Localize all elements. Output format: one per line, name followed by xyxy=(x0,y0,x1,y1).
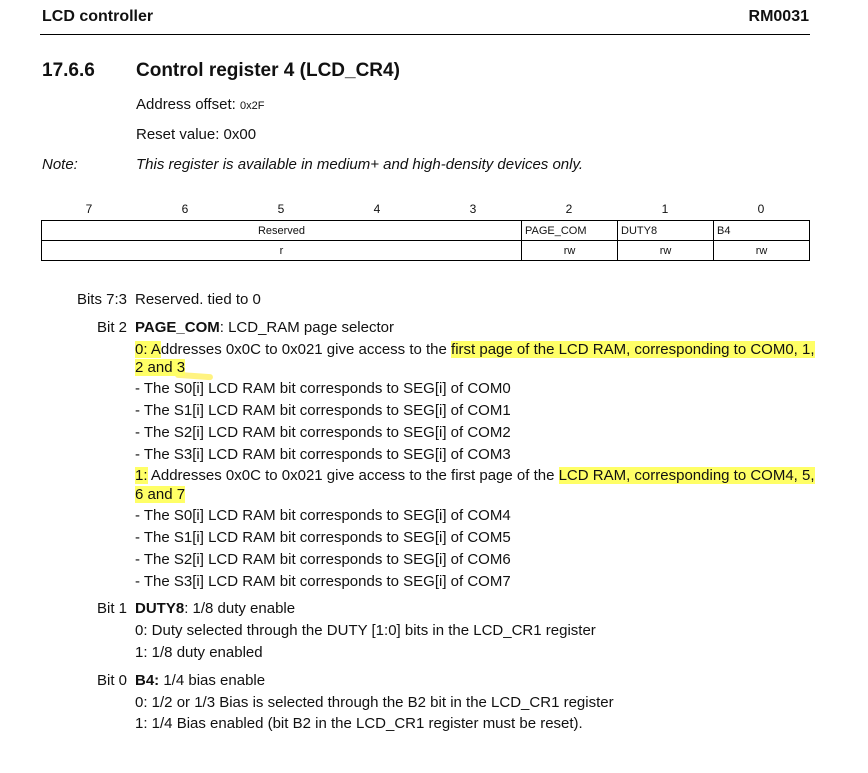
bit2-opt0-line1 xyxy=(135,341,815,358)
bit-number-0: 0 xyxy=(757,202,765,216)
bit2-opt1-a: 1: xyxy=(135,467,148,484)
section-number: 17.6.6 xyxy=(42,60,95,81)
bit1-title xyxy=(135,600,295,617)
bit2-opt1-item-3: - The S2[i] LCD RAM bit corresponds to SEG[i] of COM6 xyxy=(135,551,511,568)
access-b4: rw xyxy=(714,241,810,261)
bit0-opt0: 0: 1/2 or 1/3 Bias is selected through the B2 bit in the LCD_CR1 register xyxy=(135,694,614,711)
bit1-name: DUTY8 xyxy=(135,600,185,617)
bit-number-6: 6 xyxy=(181,202,189,216)
section-title: Control register 4 (LCD_CR4) xyxy=(136,60,400,81)
access-reserved: r xyxy=(42,241,522,261)
bit2-desc: : LCD_RAM page selector xyxy=(219,319,394,336)
bit1-opt0: 0: Duty selected through the DUTY [1:0] bits in the LCD_CR1 register xyxy=(135,622,596,639)
bit1-desc: : 1/8 duty enable xyxy=(184,600,296,617)
bit2-opt0-item-2: - The S1[i] LCD RAM bit corresponds to SEG[i] of COM1 xyxy=(135,402,511,419)
bit0-desc: 1/4 bias enable xyxy=(159,672,266,689)
bit1-opt1: 1: 1/8 duty enabled xyxy=(135,644,263,661)
access-page-com: rw xyxy=(522,241,618,261)
address-offset xyxy=(136,96,264,113)
bit-number-3: 3 xyxy=(469,202,477,216)
running-header-left: LCD controller xyxy=(42,8,154,25)
bit0-name: B4: xyxy=(135,672,160,689)
bit2-opt1-c: LCD RAM, corresponding to COM4, 5, xyxy=(558,467,815,484)
bit2-opt1-item-1: - The S0[i] LCD RAM bit corresponds to SEG[i] of COM4 xyxy=(135,507,511,524)
bit2-opt0-item-1: - The S0[i] LCD RAM bit corresponds to SEG[i] of COM0 xyxy=(135,380,511,397)
bit2-opt1-b: Addresses 0x0C to 0x021 give access to the first page of the xyxy=(147,467,559,484)
field-page-com: PAGE_COM xyxy=(522,221,618,241)
bit2-opt0-d: 2 and 3 xyxy=(135,359,186,376)
bit2-title xyxy=(135,319,394,336)
note-label: Note: xyxy=(42,156,78,173)
bit2-opt0-b: ddresses 0x0C to 0x021 give access to the xyxy=(160,341,452,358)
bits73-label: Bits 7:3 xyxy=(76,291,127,308)
bit-number-2: 2 xyxy=(565,202,573,216)
field-b4: B4 xyxy=(714,221,810,241)
bit2-opt0-line2 xyxy=(135,359,185,376)
bit2-name: PAGE_COM xyxy=(135,319,220,336)
bit2-opt0-c: first page of the LCD RAM, corresponding to COM0, 1, xyxy=(451,341,815,358)
address-offset-value: 0x2F xyxy=(239,100,265,112)
bit-number-4: 4 xyxy=(373,202,381,216)
reset-value: Reset value: 0x00 xyxy=(136,126,257,143)
field-duty8: DUTY8 xyxy=(618,221,714,241)
bits73-text: Reserved. tied to 0 xyxy=(135,291,261,308)
register-field-row xyxy=(42,221,810,241)
bit2-opt0-item-4: - The S3[i] LCD RAM bit corresponds to SEG[i] of COM3 xyxy=(135,446,511,463)
address-offset-label: Address offset: xyxy=(136,96,240,113)
bit0-title xyxy=(135,672,265,689)
bit2-opt1-d: 6 and 7 xyxy=(135,486,186,503)
bit2-opt1-line1 xyxy=(135,467,815,484)
register-table xyxy=(41,220,810,261)
field-reserved: Reserved xyxy=(42,221,522,241)
running-header-right: RM0031 xyxy=(748,8,809,25)
bit2-opt1-line2 xyxy=(135,486,185,503)
bit2-opt0-item-3: - The S2[i] LCD RAM bit corresponds to SEG[i] of COM2 xyxy=(135,424,511,441)
bit0-label: Bit 0 xyxy=(96,672,127,689)
bit0-opt1: 1: 1/4 Bias enabled (bit B2 in the LCD_CR1 register must be reset). xyxy=(135,715,583,732)
register-access-row xyxy=(42,241,810,261)
bit1-label: Bit 1 xyxy=(96,600,127,617)
bit-number-7: 7 xyxy=(85,202,93,216)
bit2-opt1-item-2: - The S1[i] LCD RAM bit corresponds to SEG[i] of COM5 xyxy=(135,529,511,546)
note-text: This register is available in medium+ and high-density devices only. xyxy=(136,156,584,173)
header-rule xyxy=(40,34,810,35)
bit2-opt1-item-4: - The S3[i] LCD RAM bit corresponds to SEG[i] of COM7 xyxy=(135,573,511,590)
bit-number-5: 5 xyxy=(277,202,285,216)
bit2-label: Bit 2 xyxy=(96,319,127,336)
bit2-opt0-a: 0: A xyxy=(135,341,161,358)
bit-number-1: 1 xyxy=(661,202,669,216)
access-duty8: rw xyxy=(618,241,714,261)
